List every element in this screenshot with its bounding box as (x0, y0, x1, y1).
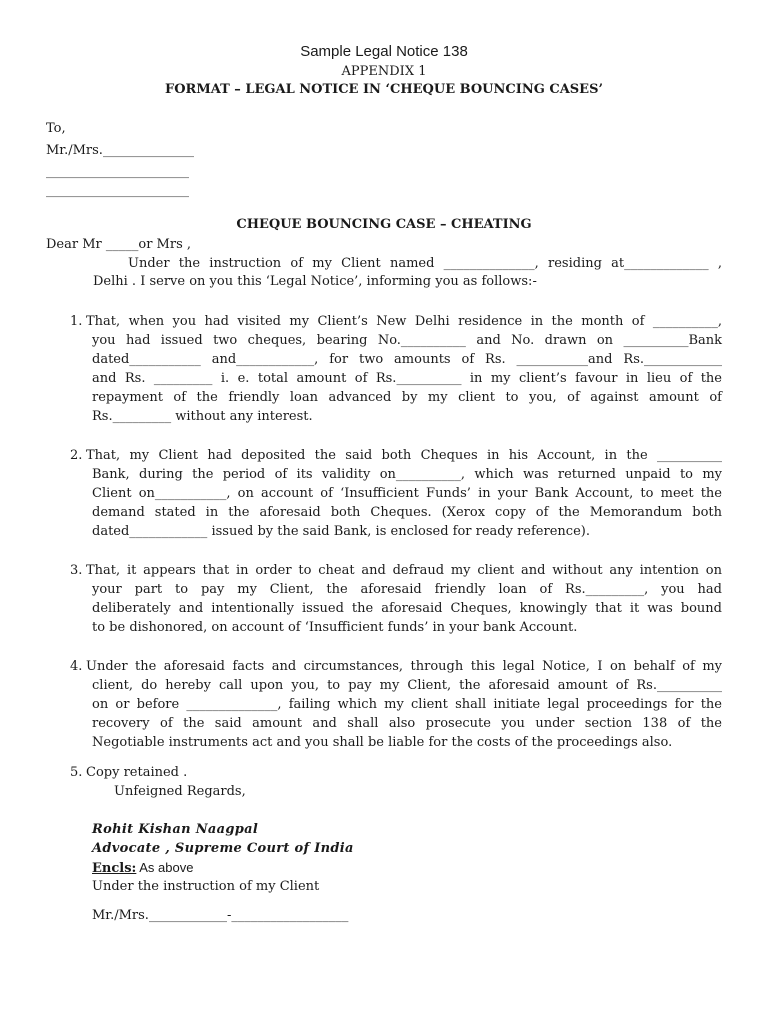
enclosures (92, 860, 193, 876)
item-line: recovery of the said amount and shall also prosecute you under section 138 of the (92, 716, 722, 731)
item-line: That, it appears that in order to cheat and defraud my client and without any intention on (86, 563, 722, 578)
item-number: 2. (70, 448, 83, 463)
signature-title: Advocate , Supreme Court of India (92, 841, 354, 856)
address-to: To, (46, 121, 66, 136)
salutation: Dear Mr _____or Mrs , (46, 237, 192, 252)
item-line: dated____________ issued by the said Bank, is enclosed for ready reference). (92, 524, 590, 539)
item-line: you had issued two cheques, bearing No.__________ and No. drawn on __________Bank (92, 333, 722, 348)
item-line: client, do hereby call upon you, to pay my Client, the aforesaid amount of Rs.__________ (92, 678, 722, 693)
item-line: Under the aforesaid facts and circumstances, through this legal Notice, I on behalf of my (86, 659, 722, 674)
item-line: Copy retained . (86, 765, 188, 780)
item-line: and Rs. _________ i. e. total amount of Rs.__________ in my client’s favour in lieu of the (92, 371, 722, 386)
closing-regards: Unfeigned Regards, (114, 784, 246, 799)
format-heading: FORMAT – LEGAL NOTICE IN ‘CHEQUE BOUNCING CASES’ (164, 82, 603, 97)
signature-name: Rohit Kishan Naagpal (92, 822, 259, 837)
item-number: 4. (70, 659, 83, 674)
item-line: your part to pay my Client, the aforesaid friendly loan of Rs._________, you had (92, 582, 722, 597)
item-line: to be dishonored, on account of ‘Insufficient funds’ in your bank Account. (92, 620, 578, 635)
footer-instruction: Under the instruction of my Client (92, 879, 320, 894)
item-line: Negotiable instruments act and you shall be liable for the costs of the proceedings also. (92, 735, 673, 750)
item-number: 3. (70, 563, 83, 578)
enclosures-label: Encls: (92, 861, 137, 876)
item-line: dated___________ and____________, for two amounts of Rs. ___________and Rs.____________ (92, 352, 722, 367)
footer-name: Mr./Mrs.____________-__________________ (92, 908, 349, 923)
address-line-2: ______________________ (46, 164, 189, 179)
item-line: on or before ______________, failing which my client shall initiate legal proceedings for the (92, 697, 722, 712)
item-line: Client on___________, on account of ‘Insufficient Funds’ in your Bank Account, to meet the (92, 486, 722, 501)
item-line: Bank, during the period of its validity on__________, which was returned unpaid to my (92, 467, 722, 482)
item-line: demand stated in the aforesaid both Cheques. (Xerox copy of the Memorandum both (92, 505, 722, 520)
intro-line-2: Delhi . I serve on you this ‘Legal Notice’, informing you as follows:- (93, 274, 537, 289)
item-line: That, when you had visited my Client’s New Delhi residence in the month of __________, (86, 314, 722, 329)
item-line: deliberately and intentionally issued the aforesaid Cheques, knowingly that it was bound (92, 601, 722, 616)
enclosures-value: As above (136, 860, 194, 875)
item-number: 1. (70, 314, 83, 329)
item-number: 5. (70, 765, 83, 780)
item-line: That, my Client had deposited the said both Cheques in his Account, in the __________ (86, 448, 722, 463)
document-title: Sample Legal Notice 138 (300, 43, 468, 60)
case-heading: CHEQUE BOUNCING CASE – CHEATING (236, 217, 532, 232)
intro-line-1: Under the instruction of my Client named ______________, residing at_____________ , (128, 256, 722, 271)
item-line: Rs._________ without any interest. (92, 409, 313, 424)
address-line-3: ______________________ (46, 183, 189, 198)
appendix-label: APPENDIX 1 (341, 64, 427, 79)
item-line: repayment of the friendly loan advanced by my client to you, of against amount of (92, 390, 722, 405)
address-name: Mr./Mrs.______________ (46, 143, 194, 158)
